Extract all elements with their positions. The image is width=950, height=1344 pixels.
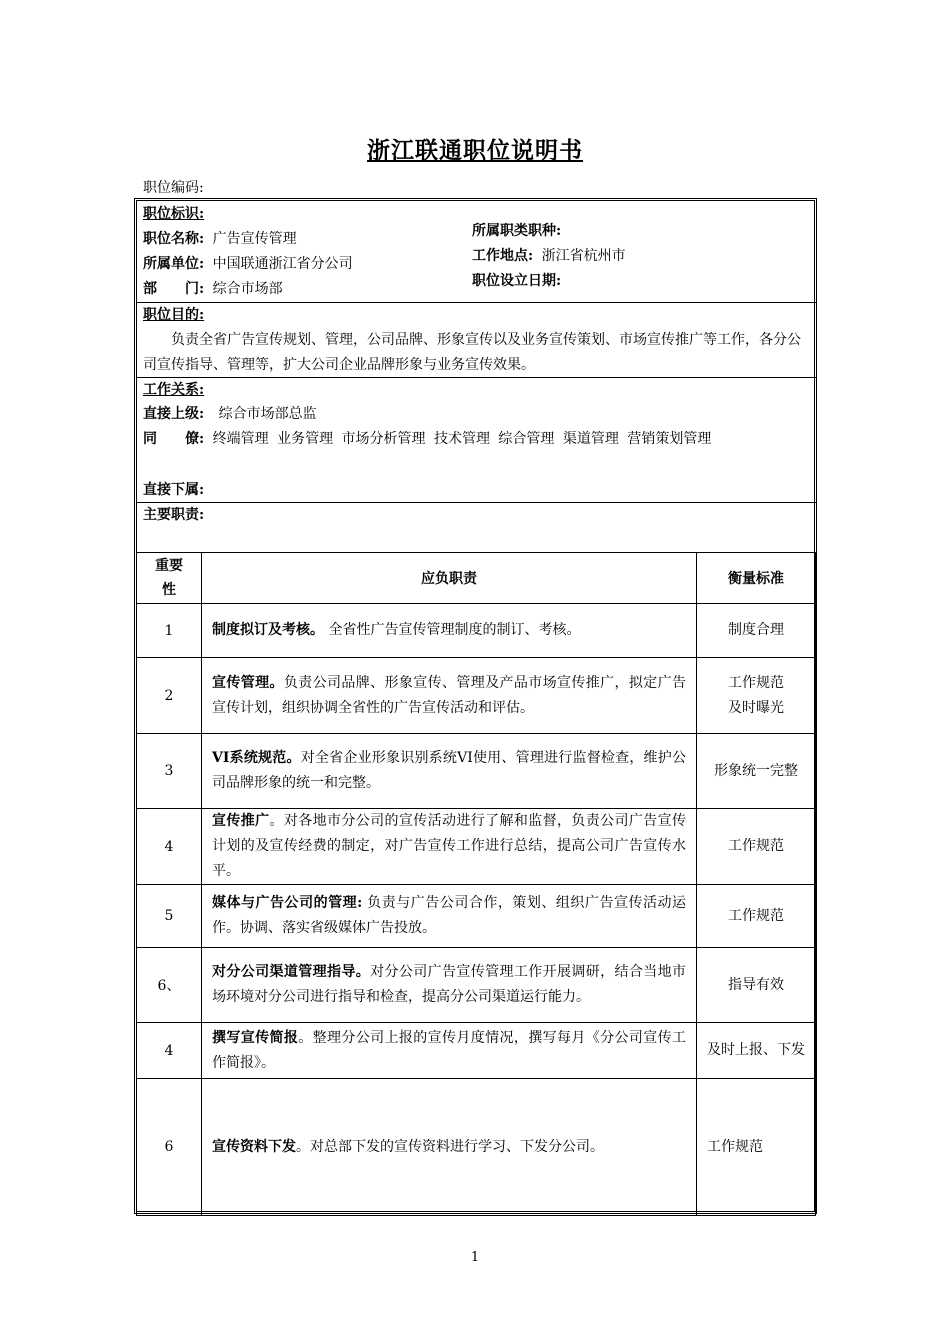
table-row (137, 885, 816, 948)
duty-text: 对全省企业形象识别系统VI使用、管理进行监督检查，维护公司品牌形象的统一和完整。 (212, 750, 686, 791)
duty-standard: 指导有效 (697, 948, 816, 1023)
duty-standard: 形象统一完整 (697, 734, 816, 809)
ident-unit-value: 中国联通浙江省分公司 (212, 256, 353, 272)
relations-peer-value: 终端管理 业务管理 市场分析管理 技术管理 综合管理 渠道管理 营销策划管理 (212, 431, 712, 447)
duty-title: 制度拟订及考核。 (212, 622, 324, 638)
duty-title: 撰写宣传简报 (212, 1029, 299, 1046)
duty-description (202, 734, 697, 809)
table-row (137, 734, 816, 809)
duty-number: 2 (137, 658, 202, 734)
ident-location-value: 浙江省杭州市 (541, 248, 626, 264)
duty-standard: 制度合理 (697, 604, 816, 658)
ident-heading: 职位标识: (143, 206, 205, 222)
duty-description (202, 658, 697, 734)
duty-number: 5 (137, 885, 202, 948)
position-code-label: 职位编码: (143, 180, 204, 196)
relations-peer-label: 同 僚: (143, 431, 205, 447)
duty-title: 宣传管理。 (212, 674, 284, 691)
table-row (137, 1079, 816, 1216)
table-row (137, 1023, 816, 1079)
relations-superior-value: 综合市场部总监 (218, 406, 317, 422)
ident-dept-row (143, 277, 283, 301)
duty-description (202, 604, 697, 658)
table-row (137, 809, 816, 885)
duty-standard: 工作规范 (697, 809, 816, 885)
ident-unit-label: 所属单位: (143, 256, 205, 272)
duty-description (202, 1079, 697, 1216)
duty-description (202, 1023, 697, 1079)
duty-standard: 工作规范 (697, 1079, 816, 1216)
duty-text: 。整理分公司上报的宣传月度情况，撰写每月《分公司宣传工作简报》。 (212, 1029, 686, 1071)
purpose-text: 负责全省广告宣传规划、管理，公司品牌、形象宣传以及业务宣传策划、市场宣传推广等工作，各分公司宣传指导、管理等，扩大公司企业品牌形象与业务宣传效果。 (143, 332, 801, 373)
ident-category-row (472, 219, 561, 243)
duties-header-row (137, 553, 816, 604)
duty-description (202, 809, 697, 885)
duty-text: 。对各地市分公司的宣传活动进行了解和监督，负责公司广告宣传计划的及宣传经费的制定，对广告宣传工作进行总结，提高公司广告宣传水平。 (212, 813, 686, 879)
ident-location-label: 工作地点: (472, 248, 534, 264)
purpose-heading: 职位目的: (143, 307, 205, 323)
duty-standard: 工作规范 (697, 885, 816, 948)
ident-category-label: 所属职类职种: (472, 223, 562, 239)
duty-number: 6、 (137, 948, 202, 1023)
relations-subordinate-label: 直接下属: (143, 482, 205, 498)
duty-number: 4 (137, 809, 202, 885)
relations-peer-row (143, 427, 808, 452)
duty-description (202, 885, 697, 948)
ident-dept-label: 部 门: (143, 281, 205, 297)
duty-title: 媒体与广告公司的管理: (212, 895, 363, 911)
divider (136, 377, 816, 378)
duty-standard: 工作规范 及时曝光 (697, 658, 816, 734)
duty-text: 负责公司品牌、形象宣传、管理及产品市场宣传推广，拟定广告宣传计划，组织协调全省性的广告宣传活动和评估。 (212, 674, 686, 716)
duty-description (202, 948, 697, 1023)
table-row (137, 948, 816, 1023)
relations-heading: 工作关系: (143, 382, 205, 398)
duty-number: 4 (137, 1023, 202, 1079)
duty-text: 负责与广告公司合作，策划、组织广告宣传活动运作。协调、落实省级媒体广告投放。 (212, 895, 687, 936)
ident-name-value: 广告宣传管理 (212, 231, 297, 247)
duty-text: 全省性广告宣传管理制度的制订、考核。 (324, 622, 581, 638)
duties-table (136, 552, 816, 1216)
duty-text: 。对总部下发的宣传资料进行学习、下发分公司。 (296, 1138, 604, 1155)
duty-title: VI系统规范。 (212, 750, 301, 766)
table-row (137, 604, 816, 658)
col-header-standard: 衡量标准 (697, 553, 816, 604)
duty-text: 对分公司广告宣传管理工作开展调研，结合当地市场环境对分公司进行指导和检查，提高分公司渠道运行能力。 (212, 964, 686, 1005)
divider (136, 302, 816, 303)
duties-heading: 主要职责: (143, 507, 205, 523)
ident-name-label: 职位名称: (143, 231, 205, 247)
ident-location-row (472, 244, 626, 268)
col-header-importance (137, 553, 202, 604)
relations-superior-row (143, 402, 317, 426)
page-title: 浙江联通职位说明书 (367, 137, 583, 164)
duty-number: 3 (137, 734, 202, 809)
ident-date-label: 职位设立日期: (472, 273, 562, 289)
ident-name-row (143, 227, 297, 251)
relations-superior-label: 直接上级: (143, 406, 205, 422)
table-row (137, 658, 816, 734)
duty-title: 对分公司渠道管理指导。 (212, 964, 371, 980)
page-number: 1 (470, 1250, 480, 1265)
col-header-duty: 应负职责 (202, 553, 697, 604)
ident-date-row (472, 269, 561, 293)
ident-unit-row (143, 252, 353, 276)
duty-number: 6 (137, 1079, 202, 1216)
ident-dept-value: 综合市场部 (212, 281, 283, 297)
duty-number: 1 (137, 604, 202, 658)
duty-title: 宣传推广 (212, 813, 270, 829)
divider (136, 502, 816, 503)
col-header-importance-text: 重要性 (155, 558, 183, 598)
duty-title: 宣传资料下发 (212, 1138, 296, 1155)
duty-standard: 及时上报、下发 (697, 1023, 816, 1079)
